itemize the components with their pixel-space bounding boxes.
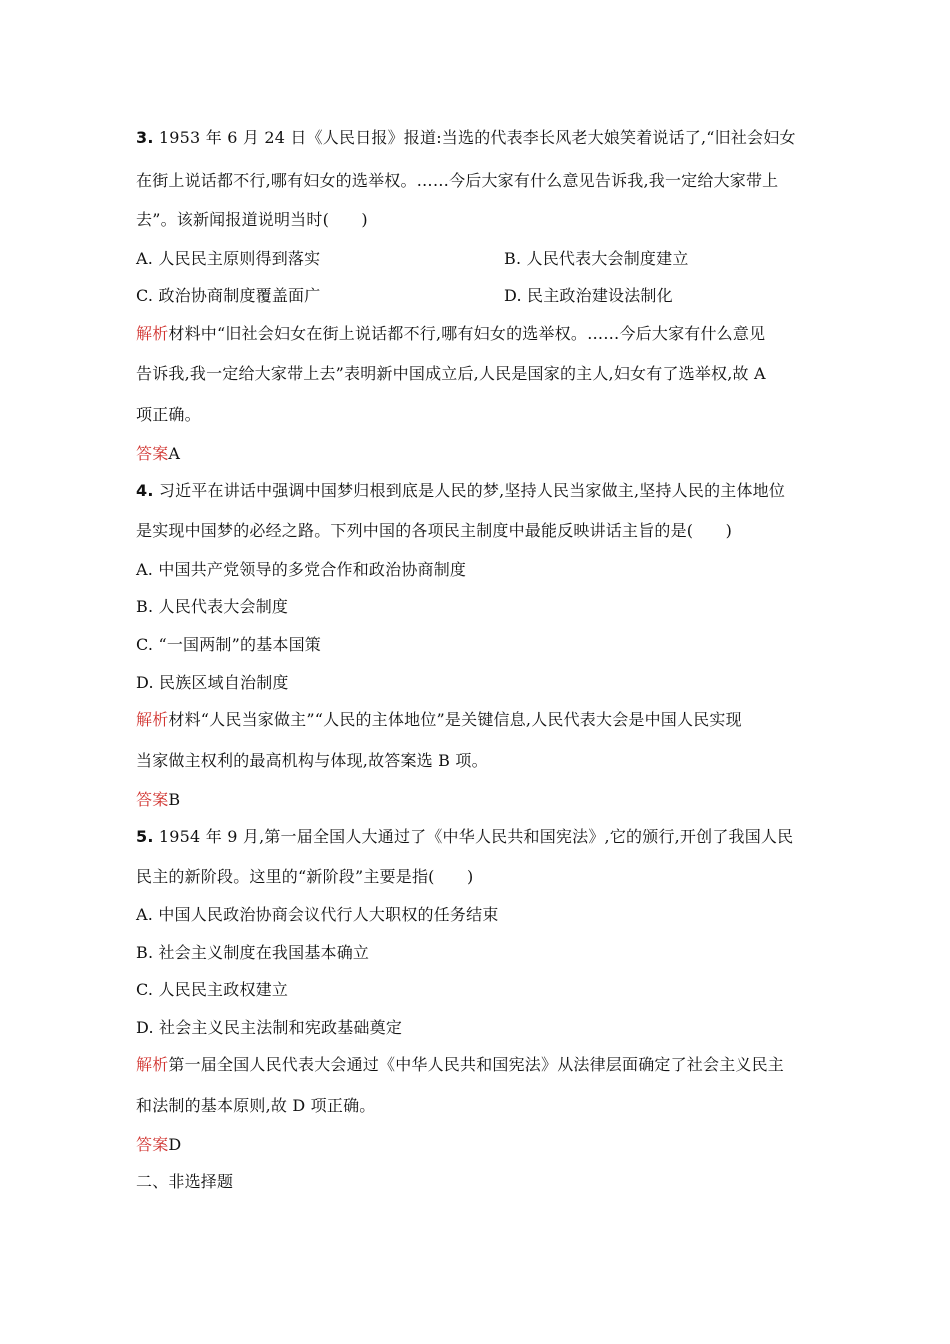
- question-3-options-row-2: [136, 285, 673, 307]
- question-3-analysis-line-2: 告诉我,我一定给大家带上去”表明新中国成立后,人民是国家的主人,妇女有了选举权,故 A: [136, 364, 766, 383]
- question-3-analysis-line-3: 项正确。: [136, 405, 201, 424]
- question-4-line-2: 是实现中国梦的必经之路。下列中国的各项民主制度中最能反映讲话主旨的是( ): [136, 521, 733, 540]
- question-text: 1954 年 9 月,第一届全国人大通过了《中华人民共和国宪法》,它的颁行,开创了我国人民: [153, 827, 794, 846]
- question-5-analysis-line-2: 和法制的基本原则,故 D 项正确。: [136, 1096, 376, 1115]
- answer-value: B: [168, 790, 181, 809]
- question-3-line-1: [136, 127, 796, 149]
- question-3-analysis-line-1: [136, 323, 765, 345]
- question-5-option-d: D. 社会主义民主法制和宪政基础奠定: [136, 1018, 403, 1037]
- question-4-analysis-line-1: [136, 709, 742, 731]
- analysis-label: 解析: [136, 710, 169, 729]
- question-5-option-a: A. 中国人民政治协商会议代行人大职权的任务结束: [136, 905, 499, 924]
- question-number: 4.: [136, 481, 154, 500]
- question-5-line-1: [136, 826, 793, 848]
- question-4-option-d: D. 民族区域自治制度: [136, 673, 289, 692]
- question-4-option-a: A. 中国共产党领导的多党合作和政治协商制度: [136, 560, 467, 579]
- question-number: 3.: [136, 128, 154, 147]
- question-4-option-b: B. 人民代表大会制度: [136, 597, 289, 616]
- question-number: 5.: [136, 827, 154, 846]
- answer-value: A: [168, 444, 181, 463]
- analysis-label: 解析: [136, 324, 169, 343]
- question-4-line-1: [136, 480, 785, 502]
- section-heading: 二、非选择题: [136, 1172, 234, 1191]
- question-text: 1953 年 6 月 24 日《人民日报》报道:当选的代表李长风老大娘笑着说话了,“旧社会妇女: [153, 128, 796, 147]
- question-5-option-c: C. 人民民主政权建立: [136, 980, 289, 999]
- option-b: B. 人民代表大会制度建立: [504, 249, 689, 268]
- answer-label: 答案: [136, 790, 169, 809]
- question-5-line-2: 民主的新阶段。这里的“新阶段”主要是指( ): [136, 867, 474, 886]
- question-5-answer: [136, 1134, 181, 1156]
- question-3-answer: [136, 443, 180, 465]
- question-3-line-2: 在街上说话都不行,哪有妇女的选举权。……今后大家有什么意见告诉我,我一定给大家带上: [136, 171, 779, 190]
- analysis-label: 解析: [136, 1055, 169, 1074]
- question-5-analysis-line-1: [136, 1054, 784, 1076]
- answer-value: D: [168, 1135, 182, 1154]
- question-4-answer: [136, 789, 180, 811]
- question-4-analysis-line-2: 当家做主权利的最高机构与体现,故答案选 B 项。: [136, 751, 488, 770]
- analysis-text: 第一届全国人民代表大会通过《中华人民共和国宪法》从法律层面确定了社会主义民主: [168, 1055, 785, 1074]
- question-5-option-b: B. 社会主义制度在我国基本确立: [136, 943, 370, 962]
- option-c: C. 政治协商制度覆盖面广: [136, 286, 321, 305]
- answer-label: 答案: [136, 444, 169, 463]
- question-4-option-c: C. “一国两制”的基本国策: [136, 635, 322, 654]
- question-3-line-3: 去”。该新闻报道说明当时( ): [136, 210, 368, 229]
- analysis-text: 材料“人民当家做主”“人民的主体地位”是关键信息,人民代表大会是中国人民实现: [168, 710, 742, 729]
- option-a: A. 人民民主原则得到落实: [136, 249, 321, 268]
- answer-label: 答案: [136, 1135, 169, 1154]
- question-text: 习近平在讲话中强调中国梦归根到底是人民的梦,坚持人民当家做主,坚持人民的主体地位: [153, 481, 786, 500]
- analysis-text: 材料中“旧社会妇女在街上说话都不行,哪有妇女的选举权。……今后大家有什么意见: [168, 324, 766, 343]
- option-d: D. 民主政治建设法制化: [504, 286, 673, 305]
- question-3-options-row-1: [136, 248, 689, 270]
